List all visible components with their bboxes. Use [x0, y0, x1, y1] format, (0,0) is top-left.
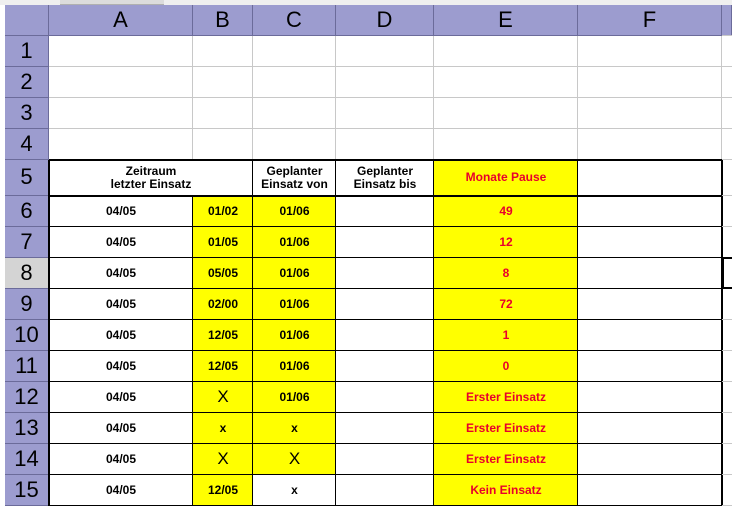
table-border — [49, 474, 723, 475]
table-border — [49, 226, 723, 227]
gridline — [722, 319, 732, 320]
cell-c6[interactable]: 01/06 — [253, 196, 336, 227]
gridline — [722, 226, 732, 227]
gridline — [721, 36, 722, 160]
cell-c9[interactable]: 01/06 — [253, 289, 336, 320]
column-header-overflow[interactable] — [722, 5, 732, 36]
cell-a6[interactable]: 04/05 — [105, 203, 137, 218]
cell-e14[interactable]: Erster Einsatz — [434, 444, 578, 475]
table-border — [192, 196, 193, 506]
row-header-11[interactable]: 11 — [5, 351, 49, 382]
gridline — [49, 97, 732, 98]
header-cell-e[interactable]: Monate Pause — [434, 160, 578, 196]
row-header-14[interactable]: 14 — [5, 444, 49, 475]
cell-b15[interactable]: 12/05 — [193, 475, 253, 506]
cell-e9[interactable]: 72 — [434, 289, 578, 320]
table-border — [49, 412, 723, 413]
cell-b6[interactable]: 01/02 — [193, 196, 253, 227]
gridline — [722, 159, 732, 160]
cell-d7[interactable] — [336, 227, 434, 258]
row-header-3[interactable]: 3 — [5, 98, 49, 129]
cell-e6[interactable]: 49 — [434, 196, 578, 227]
cell-b8[interactable]: 05/05 — [193, 258, 253, 289]
cell-d6[interactable] — [336, 196, 434, 227]
table-border — [48, 160, 50, 506]
gridline — [433, 36, 434, 160]
cell-d9[interactable] — [336, 289, 434, 320]
cell-c12[interactable]: 01/06 — [253, 382, 336, 413]
cell-c15[interactable]: x — [253, 475, 336, 506]
row-header-5[interactable]: 5 — [5, 160, 49, 196]
cell-b12[interactable]: X — [193, 382, 253, 413]
column-header-a[interactable]: A — [49, 5, 193, 36]
cell-d14[interactable] — [336, 444, 434, 475]
column-header-f[interactable]: F — [578, 5, 722, 36]
cell-e10[interactable]: 1 — [434, 320, 578, 351]
row-header-1[interactable]: 1 — [5, 36, 49, 67]
cell-c14[interactable]: X — [253, 444, 336, 475]
gridline — [722, 381, 732, 382]
table-border — [49, 195, 723, 197]
cell-a14[interactable]: 04/05 — [105, 451, 137, 466]
cell-d13[interactable] — [336, 413, 434, 444]
cell-a15[interactable]: 04/05 — [105, 482, 137, 497]
select-all-corner[interactable] — [5, 5, 49, 36]
table-border — [335, 160, 336, 506]
cell-b11[interactable]: 12/05 — [193, 351, 253, 382]
cell-e12[interactable]: Erster Einsatz — [434, 382, 578, 413]
table-border — [721, 160, 723, 506]
gridline — [722, 443, 732, 444]
header-cell-c[interactable]: Geplanter Einsatz von — [261, 163, 328, 191]
cell-e11[interactable]: 0 — [434, 351, 578, 382]
row-header-7[interactable]: 7 — [5, 227, 49, 258]
cell-d15[interactable] — [336, 475, 434, 506]
row-header-6[interactable]: 6 — [5, 196, 49, 227]
gridline — [722, 350, 732, 351]
cell-b14[interactable]: X — [193, 444, 253, 475]
cell-a9[interactable]: 04/05 — [105, 296, 137, 311]
cell-e7[interactable]: 12 — [434, 227, 578, 258]
cell-b9[interactable]: 02/00 — [193, 289, 253, 320]
gridline — [722, 474, 732, 475]
row-header-15[interactable]: 15 — [5, 475, 49, 506]
gridline — [722, 195, 732, 196]
cell-d12[interactable] — [336, 382, 434, 413]
cell-a8[interactable]: 04/05 — [105, 265, 137, 280]
table-border — [577, 160, 578, 506]
gridline — [722, 505, 732, 506]
cell-b13[interactable]: x — [193, 413, 253, 444]
column-header-b[interactable]: B — [193, 5, 253, 36]
table-border — [49, 505, 723, 506]
cell-b7[interactable]: 01/05 — [193, 227, 253, 258]
cell-a13[interactable]: 04/05 — [105, 420, 137, 435]
row-header-13[interactable]: 13 — [5, 413, 49, 444]
cell-c11[interactable]: 01/06 — [253, 351, 336, 382]
column-header-d[interactable]: D — [336, 5, 434, 36]
row-header-9[interactable]: 9 — [5, 289, 49, 320]
table-border — [49, 381, 723, 382]
header-cell-a[interactable]: Zeitraum letzter Einsatz — [110, 163, 192, 191]
table-border — [252, 160, 253, 506]
column-header-e[interactable]: E — [434, 5, 578, 36]
table-border — [49, 257, 723, 258]
cell-a11[interactable]: 04/05 — [105, 358, 137, 373]
cell-e15[interactable]: Kein Einsatz — [434, 475, 578, 506]
cell-c7[interactable]: 01/06 — [253, 227, 336, 258]
gridline — [252, 36, 253, 160]
table-border — [433, 160, 434, 506]
gridline — [722, 412, 732, 413]
cell-c10[interactable]: 01/06 — [253, 320, 336, 351]
gridline — [722, 35, 732, 36]
header-cell-d[interactable]: Geplanter Einsatz bis — [353, 163, 417, 191]
row-header-12[interactable]: 12 — [5, 382, 49, 413]
gridline — [722, 97, 732, 98]
cell-a10[interactable]: 04/05 — [105, 327, 137, 342]
column-header-c[interactable]: C — [253, 5, 336, 36]
table-border — [49, 319, 723, 320]
cell-c8[interactable]: 01/06 — [253, 258, 336, 289]
cell-a12[interactable]: 04/05 — [105, 389, 137, 404]
row-header-4[interactable]: 4 — [5, 129, 49, 160]
cell-c13[interactable]: x — [253, 413, 336, 444]
row-header-2[interactable]: 2 — [5, 67, 49, 98]
row-header-8[interactable]: 8 — [5, 258, 49, 289]
cell-b10[interactable]: 12/05 — [193, 320, 253, 351]
table-border — [49, 443, 723, 444]
cell-d10[interactable] — [336, 320, 434, 351]
gridline — [49, 128, 732, 129]
gridline — [192, 36, 193, 160]
gridline — [722, 128, 732, 129]
cell-d11[interactable] — [336, 351, 434, 382]
gridline — [722, 66, 732, 67]
table-border — [49, 350, 723, 351]
row-header-10[interactable]: 10 — [5, 320, 49, 351]
cell-e13[interactable]: Erster Einsatz — [434, 413, 578, 444]
table-border — [49, 288, 723, 289]
gridline — [577, 36, 578, 160]
cell-e8[interactable]: 8 — [434, 258, 578, 289]
gridline — [49, 66, 732, 67]
cell-d8[interactable] — [336, 258, 434, 289]
cell-a7[interactable]: 04/05 — [105, 234, 137, 249]
table-border — [49, 159, 723, 161]
active-cell-indicator — [722, 257, 732, 289]
gridline — [335, 36, 336, 160]
